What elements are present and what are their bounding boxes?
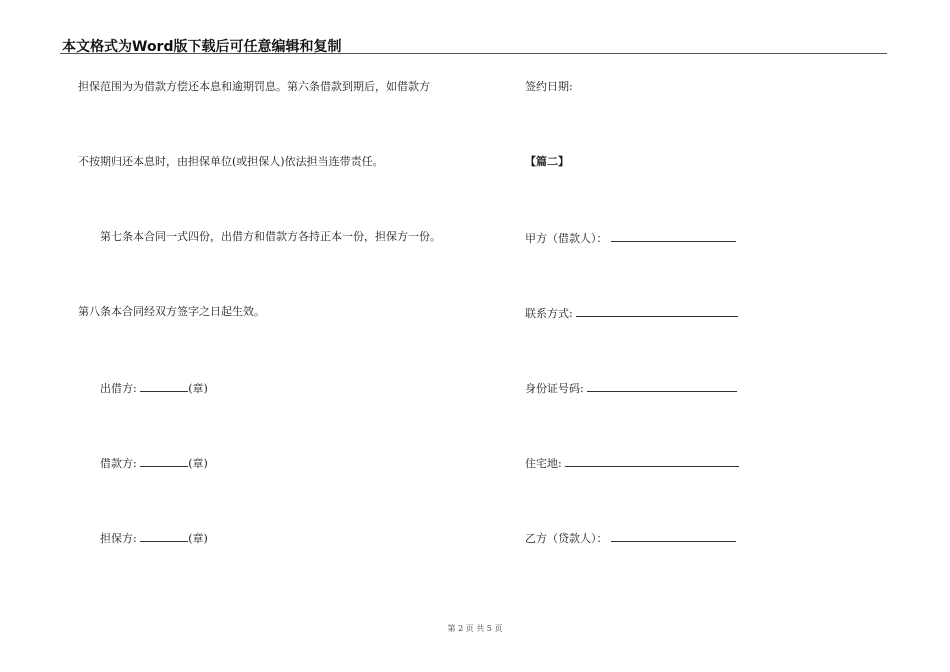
sign-date-label: 签约日期:: [525, 80, 573, 93]
contact-label: 联系方式:: [525, 307, 573, 320]
lender-seal: (章): [188, 382, 208, 395]
address-label: 住宅地:: [525, 457, 562, 470]
address-line: [525, 455, 739, 470]
lender-blank[interactable]: [140, 380, 188, 392]
id-number-label: 身份证号码:: [525, 382, 584, 395]
header-divider: [60, 53, 887, 54]
party-a-label: 甲方（借款人）：: [525, 232, 608, 245]
party-b-blank[interactable]: [611, 530, 736, 542]
section-title: 【篇二】: [525, 155, 569, 168]
id-number-blank[interactable]: [587, 380, 737, 392]
guarantor-seal: (章): [188, 532, 208, 545]
contact-line: [525, 305, 738, 320]
party-a-line: [525, 230, 736, 245]
borrower-blank[interactable]: [140, 455, 188, 467]
borrower-seal: (章): [188, 457, 208, 470]
party-b-line: [525, 530, 736, 545]
party-a-blank[interactable]: [611, 230, 736, 242]
guarantor-label: 担保方:: [100, 532, 137, 545]
contact-blank[interactable]: [576, 305, 738, 317]
paragraph-guarantee-scope: 担保范围为为借款方偿还本息和逾期罚息。第六条借款到期后，如借款方: [78, 80, 430, 93]
paragraph-article-seven: 第七条本合同一式四份，出借方和借款方各持正本一份，担保方一份。: [100, 230, 441, 243]
page-number-footer: 第 2 页 共 5 页: [447, 624, 503, 633]
paragraph-joint-liability: 不按期归还本息时，由担保单位(或担保人)依法担当连带责任。: [78, 155, 384, 168]
lender-signature-line: [100, 380, 208, 395]
lender-label: 出借方:: [100, 382, 137, 395]
paragraph-article-eight: 第八条本合同经双方签字之日起生效。: [78, 305, 265, 318]
party-b-label: 乙方（贷款人）：: [525, 532, 608, 545]
guarantor-signature-line: [100, 530, 208, 545]
borrower-signature-line: [100, 455, 208, 470]
guarantor-blank[interactable]: [140, 530, 188, 542]
borrower-label: 借款方:: [100, 457, 137, 470]
page-header-title: 本文格式为Word版下载后可任意编辑和复制: [62, 39, 342, 55]
id-number-line: [525, 380, 737, 395]
address-blank[interactable]: [565, 455, 739, 467]
